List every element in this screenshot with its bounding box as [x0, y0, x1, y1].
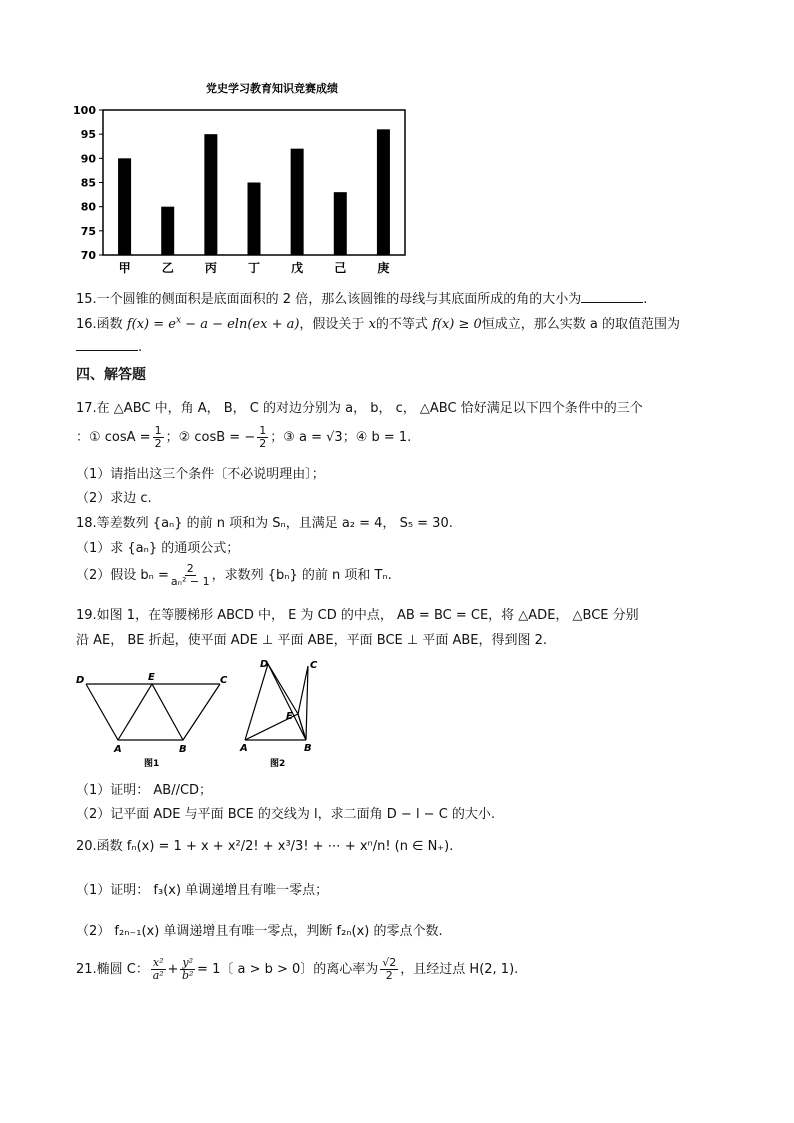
- x-axis: [119, 260, 390, 275]
- q17-line1: 17.在 △ABC 中，角 A， B， C 的对边分别为 a， b， c， △ABC 恰好满足以下四个条件中的三个: [76, 401, 643, 416]
- q16-prefix: 16.函数: [76, 317, 123, 332]
- q17-c1: ：① cosA =: [76, 430, 151, 445]
- y-tick-label: 90: [80, 152, 96, 166]
- fig2-face-ade: [245, 664, 298, 740]
- q21-frac-x-num: x²: [152, 956, 164, 969]
- y-tick-label: 80: [80, 200, 96, 214]
- question-16: [76, 313, 680, 332]
- q16-tail: .: [138, 340, 143, 355]
- q21-frac-y-num: y²: [182, 956, 194, 969]
- q21-e-den: 2: [385, 969, 393, 982]
- q17-part2: （2）求边 c.: [76, 491, 152, 506]
- q21-frac-y-den: b²: [182, 969, 194, 982]
- q16-answer-blank[interactable]: [76, 338, 138, 351]
- x-tick-label: 戊: [291, 261, 304, 275]
- bar-3: [204, 134, 217, 255]
- q19-line2: 沿 AE， BE 折起，使平面 ADE ⊥ 平面 ABE，平面 BCE ⊥ 平面 ABE，得到图 2.: [76, 633, 548, 648]
- fig1-trapezoid: [86, 684, 220, 740]
- fig1-caption: 图1: [144, 759, 160, 769]
- x-tick-label: 丙: [204, 261, 217, 275]
- q21-eccentricity-frac: [380, 957, 398, 982]
- q20-part1: （1）证明： f₃(x) 单调递增且有唯一零点；: [76, 883, 329, 898]
- x-tick-label: 庚: [377, 261, 390, 275]
- q19-part1: （1）证明： AB//CD；: [76, 783, 213, 798]
- fig2-label-c: C: [310, 660, 318, 671]
- fig1-label-e: E: [148, 672, 155, 683]
- fig1-label-b: B: [179, 744, 187, 755]
- bar-4: [248, 183, 261, 256]
- y-tick-label: 85: [80, 176, 96, 190]
- fig2-base-abe: [245, 714, 306, 740]
- y-tick-label: 70: [80, 249, 96, 262]
- fig1-label-d: D: [76, 675, 85, 686]
- q18-bn-num: 2: [186, 562, 194, 575]
- q17-c2-num: 1: [259, 424, 267, 437]
- question-16-line2: [76, 338, 142, 355]
- fig2-label-b: B: [304, 743, 312, 754]
- fig1-edges-ae-be: [118, 684, 183, 740]
- q17-c1-frac: [153, 425, 164, 450]
- x-tick-label: 乙: [161, 261, 174, 275]
- x-tick-label: 丁: [247, 261, 261, 275]
- fig1-label-c: C: [220, 675, 228, 686]
- q17-c1-den: 2: [154, 437, 162, 450]
- q17-conditions: [76, 425, 411, 450]
- q16-func-rest: − a − eln(ex + a): [181, 317, 300, 332]
- fig2-label-a: A: [240, 743, 248, 754]
- fig2-caption: 图2: [270, 759, 286, 769]
- q15-text: 15.一个圆锥的侧面积是底面面积的 2 倍，那么该圆锥的母线与其底面所成的角的大小为: [76, 292, 582, 307]
- q21-e-num: √2: [382, 956, 397, 969]
- bars: [118, 129, 390, 255]
- q21-frac-y: [180, 957, 195, 982]
- bar-7: [377, 129, 390, 255]
- q17-c2-frac: [257, 425, 268, 450]
- q21-frac-x: [151, 957, 166, 982]
- q21-plus: +: [167, 962, 179, 977]
- q21-line1: [76, 957, 518, 982]
- q18-part2: [76, 563, 392, 588]
- q20-line1: 20.函数 fₙ(x) = 1 + x + x²/2! + x³/3! + ⋯ + xⁿ/n! (n ∈ N₊).: [76, 839, 454, 854]
- q18-bn-frac: [171, 563, 210, 588]
- q17-c3-c4: ；③ a = √3；④ b = 1.: [270, 430, 412, 445]
- q18-p2-pre: （2）假设 bₙ =: [76, 568, 169, 583]
- q16-inequality: f(x) ≥ 0: [432, 317, 482, 332]
- q18-p2-post: ，求数列 {bₙ} 的前 n 项和 Tₙ.: [211, 568, 392, 583]
- figure-1: [72, 668, 232, 772]
- y-tick-label: 95: [80, 128, 96, 142]
- y-tick-label: 75: [80, 224, 96, 238]
- q19-part2: （2）记平面 ADE 与平面 BCE 的交线为 l，求二面角 D − l − C 的大小.: [76, 807, 496, 822]
- fig2-label-d: D: [260, 659, 269, 670]
- q21-mid: = 1〔 a > b > 0〕的离心率为: [197, 962, 379, 977]
- q15-answer-blank[interactable]: [581, 290, 643, 303]
- q18-bn-den: aₙ² − 1: [170, 575, 210, 588]
- question-15: [76, 288, 647, 307]
- q16-function: [127, 317, 300, 332]
- q17-c1-num: 1: [154, 424, 162, 437]
- figure-2: [236, 654, 336, 772]
- q16-func-base: f(x) = e: [126, 317, 176, 332]
- fig1-label-a: A: [114, 744, 122, 755]
- q16-var: x: [368, 317, 376, 332]
- chart-title: 党史学习教育知识竞赛成绩: [206, 82, 338, 95]
- q17-c2: ；② cosB = −: [165, 430, 256, 445]
- q17-part1: （1）请指出这三个条件〔不必说明理由〕；: [76, 467, 325, 482]
- section-4-heading: 四、解答题: [76, 367, 146, 383]
- bar-1: [118, 158, 131, 255]
- y-tick-label: 100: [73, 104, 96, 117]
- q19-line1: 19.如图 1，在等腰梯形 ABCD 中， E 为 CD 的中点， AB = BC = CE，将 △ADE， △BCE 分别: [76, 608, 639, 623]
- q21-post: ，且经过点 H(2, 1).: [400, 962, 519, 977]
- fig2-label-e: E: [286, 711, 293, 722]
- bar-5: [291, 149, 304, 255]
- q21-pre: 21.椭圆 C：: [76, 962, 149, 977]
- q20-part2: （2） f₂ₙ₋₁(x) 单调递增且有唯一零点，判断 f₂ₙ(x) 的零点个数.: [76, 924, 443, 939]
- bar-chart: [70, 76, 415, 281]
- q15-end: .: [643, 292, 648, 307]
- q18-part1: （1）求 {aₙ} 的通项公式；: [76, 541, 240, 556]
- bar-6: [334, 192, 347, 255]
- x-tick-label: 己: [334, 261, 347, 275]
- x-tick-label: 甲: [118, 261, 131, 275]
- q16-mid2: 的不等式: [375, 317, 428, 332]
- q16-mid: ，假设关于: [299, 317, 365, 332]
- q17-c2-den: 2: [259, 437, 267, 450]
- q16-func-exp: x: [175, 315, 182, 326]
- q21-frac-x-den: a²: [152, 969, 164, 982]
- q18-line1: 18.等差数列 {aₙ} 的前 n 项和为 Sₙ，且满足 a₂ = 4， S₅ = 30.: [76, 516, 453, 531]
- q16-end: 恒成立，那么实数 a 的取值范围为: [481, 317, 681, 332]
- bar-2: [161, 207, 174, 255]
- y-axis: [73, 104, 103, 262]
